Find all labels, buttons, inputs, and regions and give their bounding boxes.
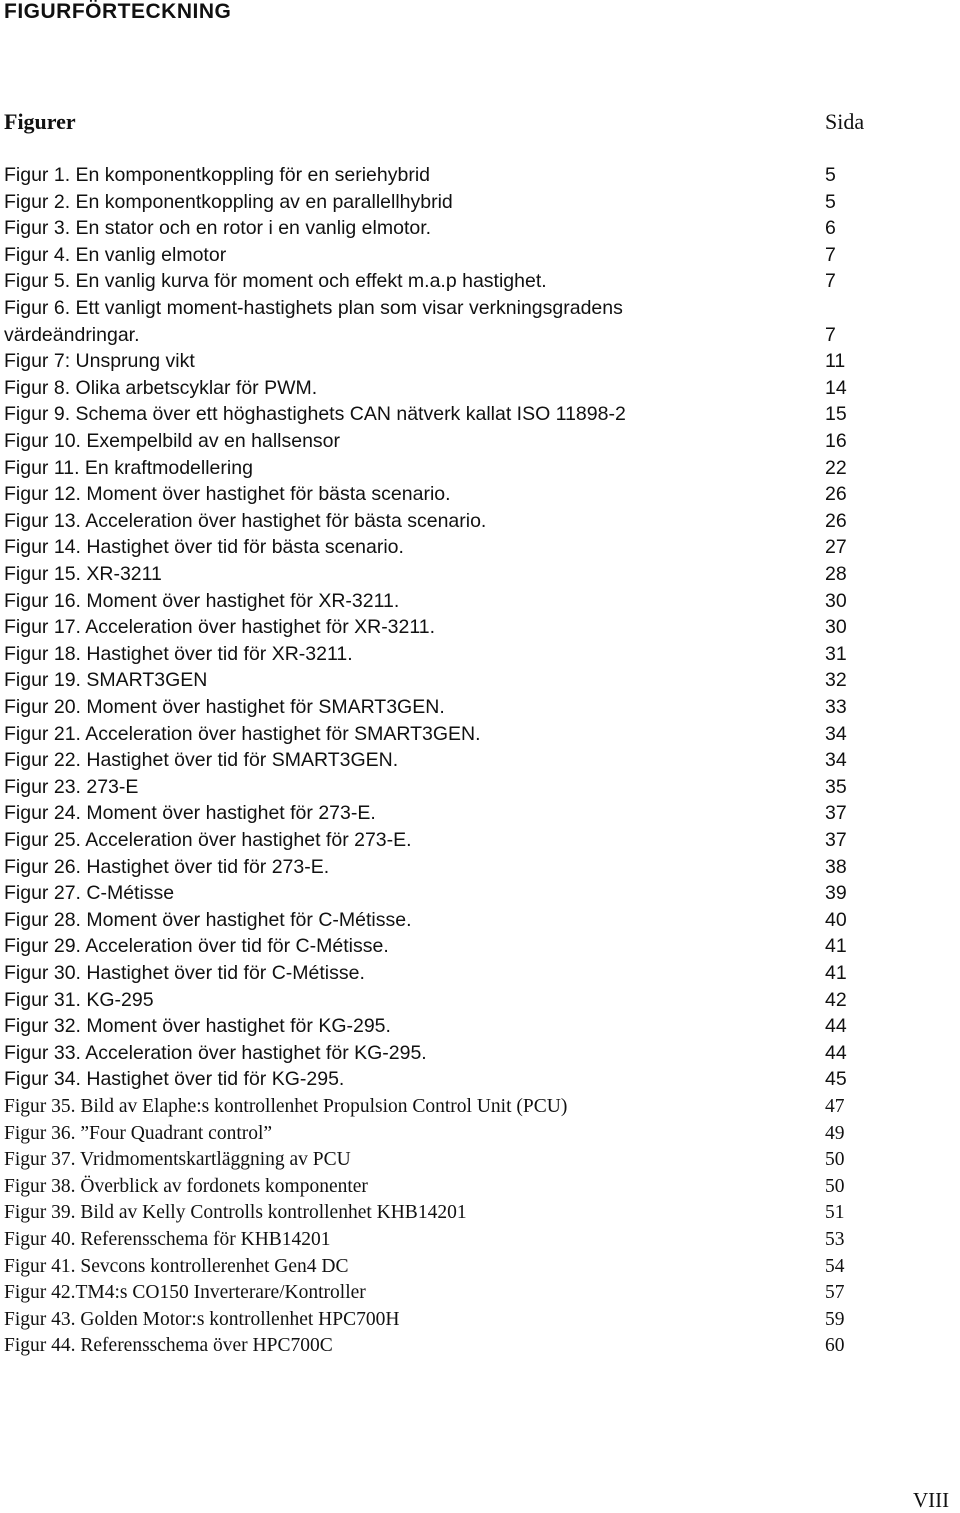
list-item	[0, 614, 960, 641]
list-item	[0, 1199, 960, 1226]
figure-caption: Figur 3. En stator och en rotor i en vanlig elmotor.	[4, 217, 432, 240]
figure-page-number: 34	[825, 722, 847, 745]
figure-page-number: 7	[825, 270, 836, 293]
figure-caption: Figur 14. Hastighet över tid för bästa scenario.	[4, 536, 404, 559]
figure-page-number: 32	[825, 669, 847, 692]
figure-caption: Figur 24. Moment över hastighet för 273-E.	[4, 802, 376, 825]
list-item	[0, 880, 960, 907]
list-item	[0, 481, 960, 508]
figure-page-number: 51	[825, 1202, 845, 1224]
figure-caption: Figur 21. Acceleration över hastighet för SMART3GEN.	[4, 722, 481, 745]
figure-page-number: 37	[825, 829, 847, 851]
figure-page-number: 27	[825, 536, 847, 559]
figure-caption: Figur 17. Acceleration över hastighet för XR-3211.	[4, 616, 436, 639]
figure-caption: Figur 43. Golden Motor:s kontrollenhet HPC700H	[4, 1308, 400, 1330]
figure-page-number: 40	[825, 908, 847, 931]
figure-page-number: 30	[825, 616, 847, 639]
list-item	[0, 1146, 960, 1173]
list-item	[0, 189, 960, 216]
list-item	[0, 827, 960, 854]
list-item	[0, 960, 960, 987]
figure-page-number: 50	[825, 1175, 845, 1197]
figure-caption: Figur 4. En vanlig elmotor	[4, 243, 227, 266]
figure-caption: Figur 40. Referensschema för KHB14201	[4, 1229, 331, 1250]
figure-caption: Figur 16. Moment över hastighet för XR-3211.	[4, 589, 400, 612]
figure-page-number: 41	[825, 962, 847, 984]
figure-page-number: 28	[825, 563, 847, 585]
figure-page-number: 42	[825, 988, 847, 1011]
figure-page-number: 35	[825, 775, 847, 798]
figure-caption: Figur 18. Hastighet över tid för XR-3211.	[4, 642, 353, 665]
figure-caption: Figur 33. Acceleration över hastighet för KG-295.	[4, 1041, 427, 1064]
figure-page-number: 49	[825, 1122, 845, 1144]
list-item	[0, 375, 960, 402]
list-item	[0, 1066, 960, 1093]
list-item	[0, 694, 960, 721]
figure-page-number: 33	[825, 696, 847, 718]
figure-page-number: 16	[825, 430, 847, 452]
figure-page-number: 59	[825, 1308, 845, 1330]
list-item	[0, 667, 960, 694]
figure-page-number: 15	[825, 403, 847, 426]
figure-caption: Figur 31. KG-295	[4, 988, 154, 1011]
figure-page-number: 26	[825, 483, 847, 506]
list-item	[0, 854, 960, 881]
list-item	[0, 268, 960, 295]
figure-caption: Figur 37. Vridmomentskartläggning av PCU	[4, 1149, 351, 1171]
figure-caption: Figur 44. Referensschema över HPC700C	[4, 1335, 333, 1357]
list-item	[0, 1173, 960, 1200]
figure-page-number: 39	[825, 882, 847, 905]
figure-caption: Figur 19. SMART3GEN	[4, 669, 208, 692]
list-item	[0, 1040, 960, 1067]
figure-page-number: 14	[825, 376, 847, 399]
figure-page-number: 38	[825, 855, 847, 878]
figure-page-number: 44	[825, 1015, 847, 1038]
figure-page-number: 31	[825, 642, 847, 665]
figure-caption: Figur 10. Exempelbild av en hallsensor	[4, 430, 341, 452]
list-item	[0, 215, 960, 242]
figure-caption: Figur 27. C-Métisse	[4, 882, 175, 905]
list-item	[0, 162, 960, 189]
list-item	[0, 800, 960, 827]
list-item	[0, 1253, 960, 1280]
list-item	[0, 1013, 960, 1040]
figure-page-number: 5	[825, 164, 836, 186]
list-item	[0, 534, 960, 561]
figure-page-number: 37	[825, 802, 847, 825]
figure-caption: Figur 9. Schema över ett höghastighets CAN nätverk kallat ISO 11898-2	[4, 403, 626, 426]
list-item	[0, 508, 960, 535]
figure-caption: Figur 26. Hastighet över tid för 273-E.	[4, 855, 330, 878]
list-item	[0, 295, 960, 322]
list-item	[0, 1279, 960, 1306]
list-item	[0, 1332, 960, 1359]
figure-caption: Figur 34. Hastighet över tid för KG-295.	[4, 1068, 345, 1091]
list-item	[0, 641, 960, 668]
figure-caption: Figur 32. Moment över hastighet för KG-295.	[4, 1015, 391, 1038]
figure-caption: värdeändringar.	[4, 323, 140, 346]
figure-page-number: 30	[825, 589, 847, 612]
figure-page-number: 7	[825, 243, 836, 266]
figure-page-number: 41	[825, 935, 847, 958]
figure-caption: Figur 1. En komponentkoppling för en seriehybrid	[4, 164, 430, 186]
figure-page-number: 57	[825, 1282, 845, 1304]
figure-page-number: 7	[825, 323, 836, 346]
figure-page-number: 54	[825, 1255, 845, 1277]
list-item	[0, 933, 960, 960]
list-item	[0, 561, 960, 588]
list-item	[0, 1120, 960, 1147]
figure-caption: Figur 29. Acceleration över tid för C-Métisse.	[4, 935, 389, 958]
figure-caption: Figur 12. Moment över hastighet för bästa scenario.	[4, 483, 451, 506]
list-item	[0, 401, 960, 428]
list-item	[0, 1093, 960, 1120]
list-item	[0, 1306, 960, 1333]
figure-page-number: 26	[825, 509, 847, 532]
list-item	[0, 242, 960, 269]
list-item	[0, 348, 960, 375]
page-column-heading: Sida	[825, 109, 865, 134]
figure-page-number: 5	[825, 190, 836, 213]
figure-caption: Figur 8. Olika arbetscyklar för PWM.	[4, 376, 318, 399]
list-item	[0, 721, 960, 748]
figure-page-number: 11	[825, 350, 846, 373]
figure-page-number: 53	[825, 1229, 845, 1250]
list-item	[0, 907, 960, 934]
list-item	[0, 322, 960, 349]
figure-caption: Figur 22. Hastighet över tid för SMART3GEN.	[4, 749, 399, 772]
figure-caption: Figur 39. Bild av Kelly Controlls kontrollenhet KHB14201	[4, 1202, 467, 1224]
list-item	[0, 1226, 960, 1253]
figure-caption: Figur 25. Acceleration över hastighet för 273-E.	[4, 829, 412, 851]
figure-caption: Figur 38. Överblick av fordonets komponenter	[4, 1175, 368, 1197]
figure-page-number: 45	[825, 1068, 847, 1091]
figure-page-number: 22	[825, 456, 847, 479]
figure-page-number: 6	[825, 217, 836, 240]
figures-heading: Figurer	[4, 109, 76, 134]
list-item	[0, 987, 960, 1014]
figure-caption: Figur 28. Moment över hastighet för C-Métisse.	[4, 908, 412, 931]
list-item	[0, 774, 960, 801]
figure-caption: Figur 2. En komponentkoppling av en parallellhybrid	[4, 190, 453, 213]
figure-caption: Figur 6. Ett vanligt moment-hastighets plan som visar verkningsgradens	[4, 297, 623, 319]
list-item	[0, 455, 960, 482]
figure-page-number: 50	[825, 1149, 845, 1171]
list-item	[0, 588, 960, 615]
figure-caption: Figur 5. En vanlig kurva för moment och effekt m.a.p hastighet.	[4, 270, 547, 293]
figure-caption: Figur 7: Unsprung vikt	[4, 350, 195, 373]
list-item	[0, 747, 960, 774]
list-header	[0, 109, 960, 139]
figure-caption: Figur 13. Acceleration över hastighet för bästa scenario.	[4, 509, 487, 532]
figure-caption: Figur 30. Hastighet över tid för C-Métisse.	[4, 962, 365, 984]
figure-caption: Figur 23. 273-E	[4, 775, 139, 798]
page-number: VIII	[913, 1488, 950, 1512]
figure-caption: Figur 41. Sevcons kontrollerenhet Gen4 DC	[4, 1255, 349, 1277]
figure-caption: Figur 35. Bild av Elaphe:s kontrollenhet Propulsion Control Unit (PCU)	[4, 1096, 568, 1117]
figure-caption: Figur 36. ”Four Quadrant control”	[4, 1122, 273, 1144]
figure-caption: Figur 15. XR-3211	[4, 563, 162, 585]
figure-page-number: 44	[825, 1041, 847, 1064]
figure-caption: Figur 20. Moment över hastighet för SMART3GEN.	[4, 696, 445, 718]
list-item	[0, 428, 960, 455]
figure-caption: Figur 42.TM4:s CO150 Inverterare/Kontroller	[4, 1282, 366, 1304]
figure-page-number: 60	[825, 1335, 845, 1357]
figure-page-number: 34	[825, 749, 847, 772]
figure-page-number: 47	[825, 1096, 845, 1117]
page-title: FIGURFÖRTECKNING	[4, 0, 232, 23]
figure-caption: Figur 11. En kraftmodellering	[4, 456, 253, 479]
